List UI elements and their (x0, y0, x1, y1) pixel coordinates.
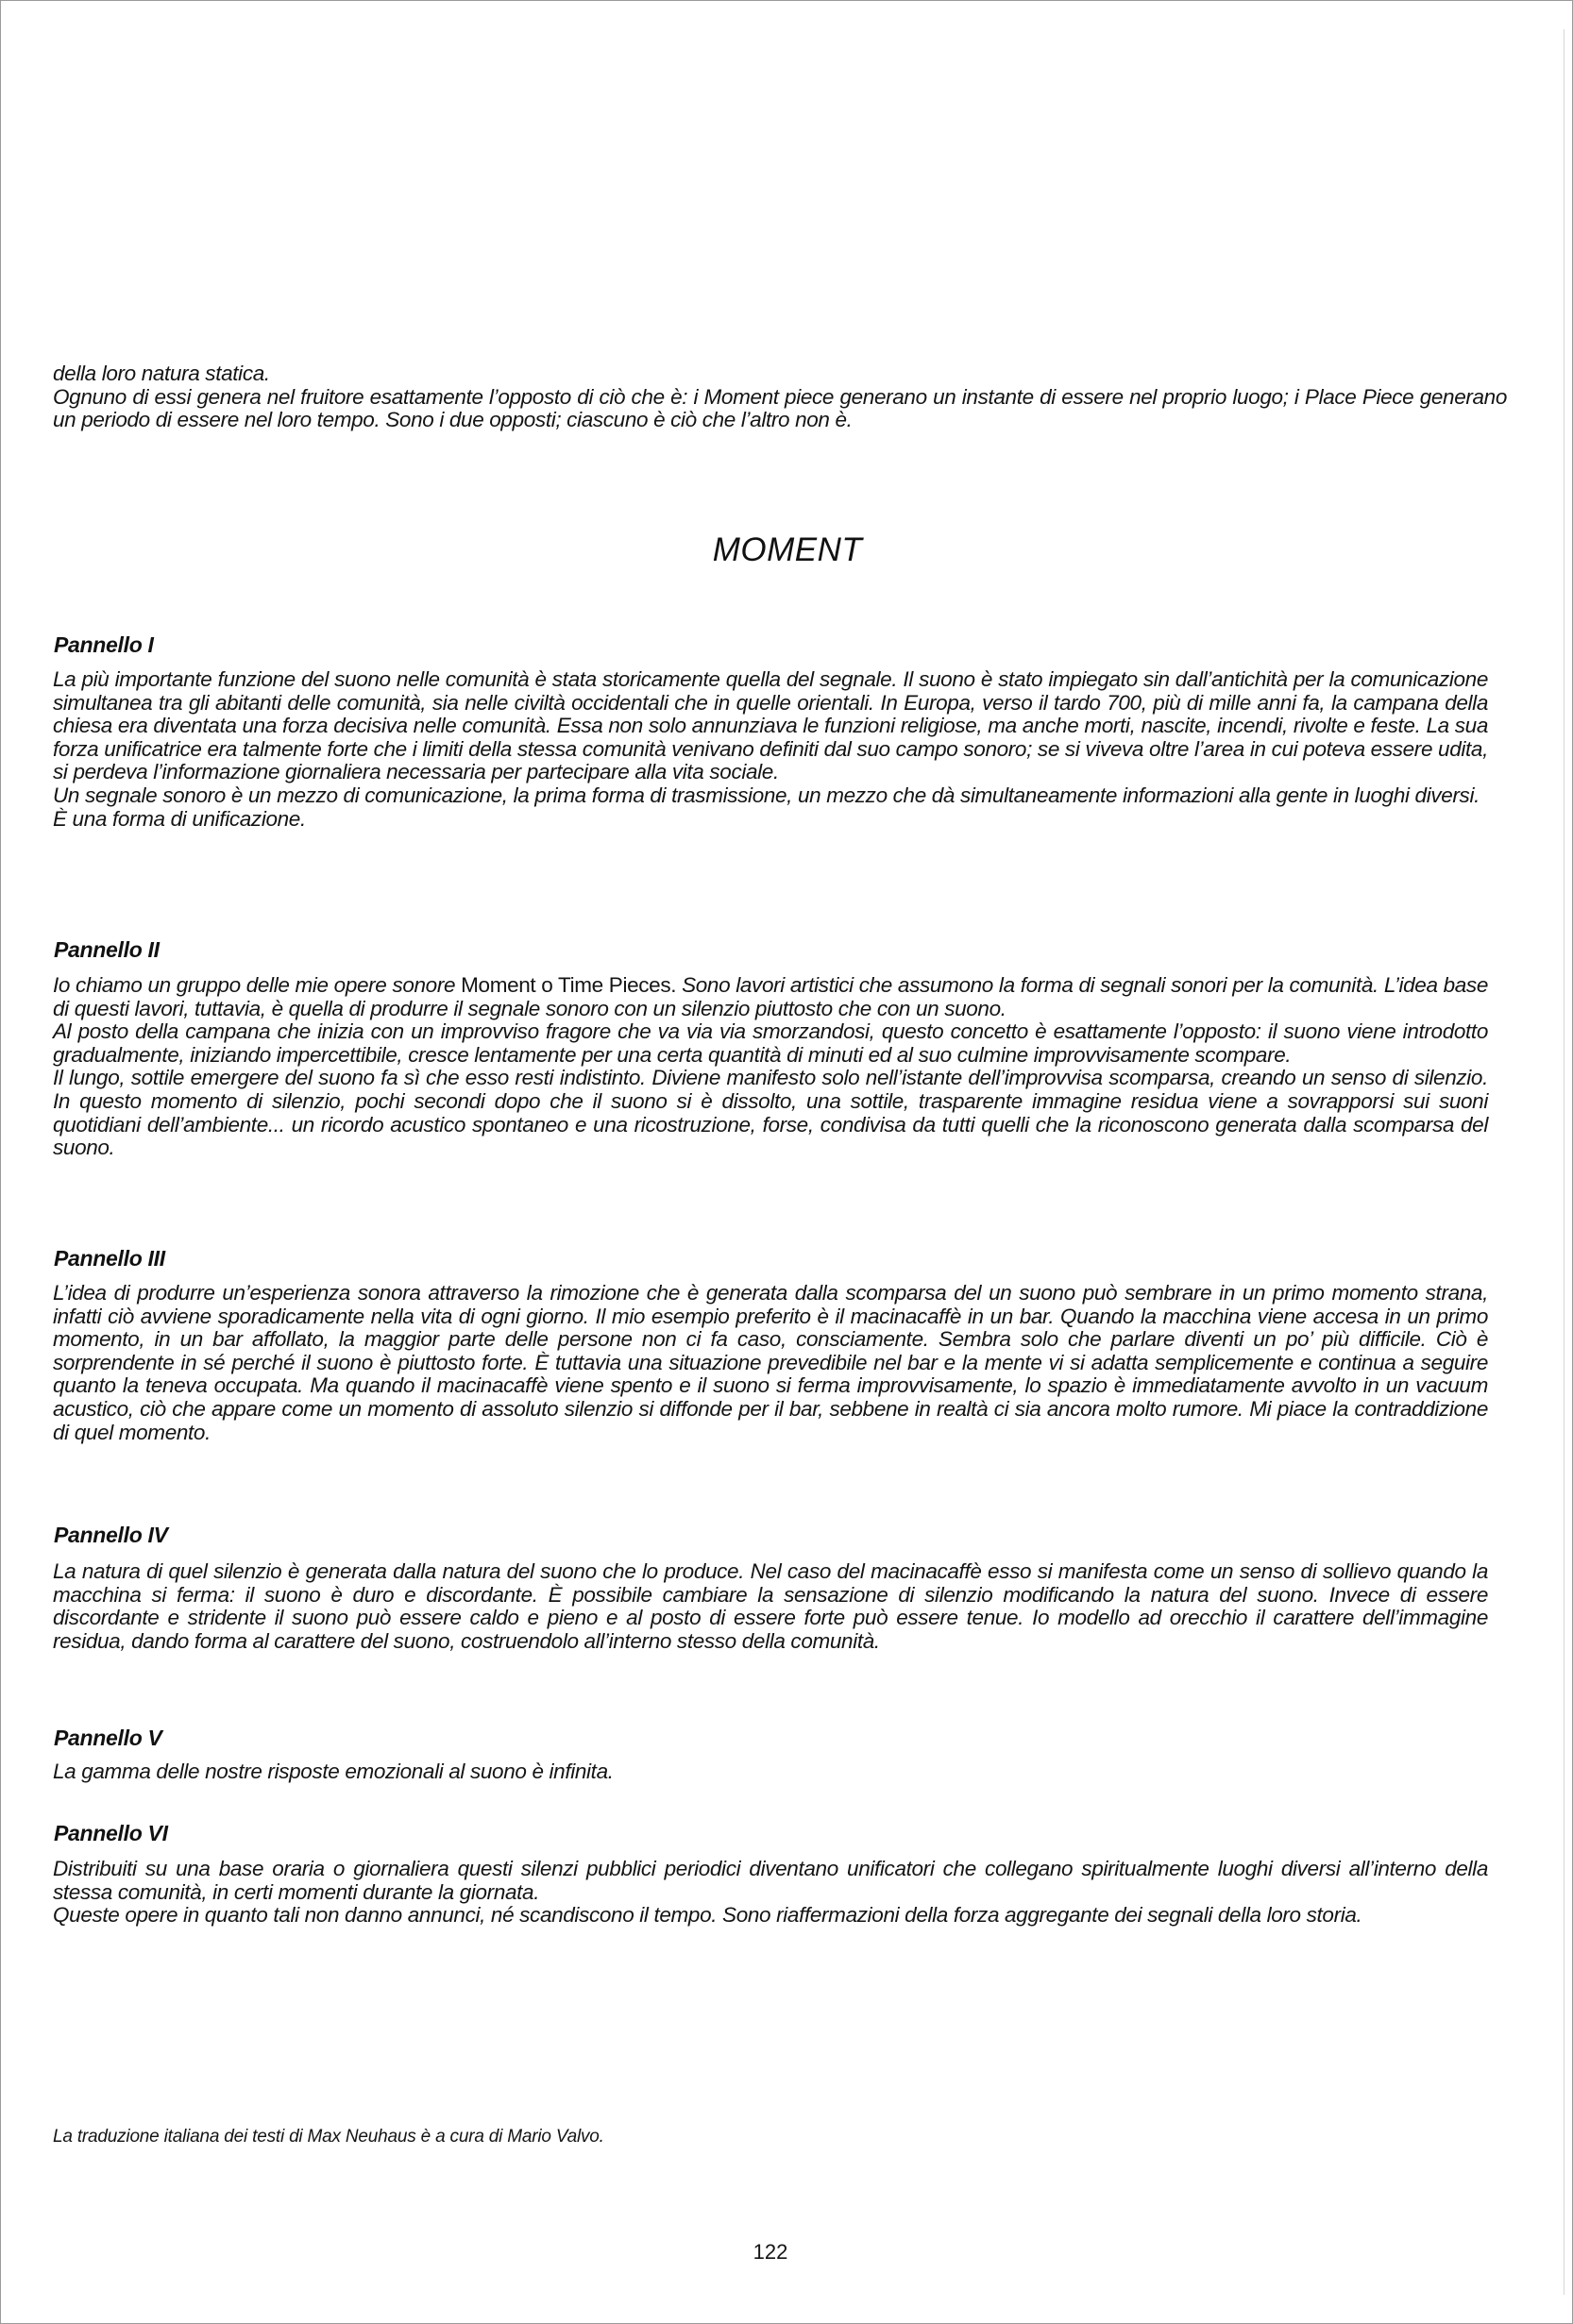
panel-heading: Pannello IV (54, 1523, 168, 1547)
panel-heading: Pannello VI (54, 1821, 168, 1845)
panel-body (53, 1282, 1488, 1444)
work-title: Moment o Time Pieces. (461, 973, 677, 997)
intro-text (53, 362, 1507, 432)
panel-heading: Pannello III (54, 1246, 165, 1271)
panel-heading: Pannello I (54, 632, 154, 657)
paragraph: La gamma delle nostre risposte emozionali al suono è infinita. (53, 1760, 614, 1783)
paragraph: Distribuiti su una base oraria o giornaliera questi silenzi pubblici periodici diventano unificatori che collegano spiritualmente luoghi diversi all’interno della stessa comunità, in certi momenti durante la giornata. (53, 1857, 1488, 1904)
section-title: MOMENT (712, 531, 863, 568)
paragraph: Un segnale sonoro è un mezzo di comunicazione, la prima forma di trasmissione, un mezzo che dà simultaneamente informazioni alla gente in luoghi diversi. (53, 783, 1480, 807)
paragraph-text: Io chiamo un gruppo delle mie opere sonore (53, 973, 462, 997)
paragraph: La più importante funzione del suono nelle comunità è stata storicamente quella del segnale. Il suono è stato impiegato sin dall’antichità per la comunicazione simultanea tra gli abitanti delle comunità, sia nelle civiltà occidentali che in quelle orientali. In Europa, verso il tardo 700, più di mille anni fa, la campana della chiesa era diventata una forza decisiva nelle comunità. Essa non solo annunziava le funzioni religiose, ma anche morti, nascite, incendi, rivolte e feste. La sua forza unificatrice era talmente forte che i limiti della stessa comunità venivano definiti dal suo campo sonoro; se si viveva oltre l’area in cui poteva essere udita, si perdeva l’informazione giornaliera necessaria per partecipare alla vita sociale. (53, 667, 1488, 784)
paragraph (53, 974, 1488, 1020)
paragraph: È una forma di unificazione. (53, 806, 306, 831)
paragraph: Al posto della campana che inizia con un improvviso fragore che va via via smorzandosi, questo concetto è esattamente l’opposto: il suono viene introdotto gradualmente, iniziando impercettibile, cresce lentamente per una certa quantità di minuti ed al suo culmine improvvisamente scompare. (53, 1019, 1488, 1067)
panel-body (53, 668, 1488, 831)
intro-line: della loro natura statica. (53, 362, 270, 385)
paragraph: Il lungo, sottile emergere del suono fa sì che esso resti indistinto. Diviene manifesto solo nell’istante dell’improvvisa scomparsa, creando un senso di silenzio. In questo momento di silenzio, pochi secondi dopo che il suono si è dissolto, una sottile, trasparente immagine residua viene a sovrapporsi sui suoni quotidiani dell’ambiente... un ricordo acustico spontaneo e una ricostruzione, forse, condivisa da tutti quelli che la riconoscono generata dalla scomparsa del suono. (53, 1066, 1488, 1160)
panel-heading: Pannello II (54, 937, 160, 962)
panel-body (53, 974, 1488, 1160)
panel-body (53, 1858, 1488, 1928)
paragraph: Queste opere in quanto tali non danno annunci, né scandiscono il tempo. Sono riaffermazioni della forza aggregante dei segnali della loro storia. (53, 1903, 1362, 1928)
panel-heading: Pannello V (54, 1726, 162, 1750)
paragraph: La natura di quel silenzio è generata dalla natura del suono che lo produce. Nel caso del macinacaffè esso si manifesta come un senso di sollievo quando la macchina si ferma: il suono è duro e discordante. È possibile cambiare la sensazione di silenzio modificando la natura del suono. Invece di essere discordante e stridente il suono può essere caldo e pieno e al posto di essere forte può essere tenue. Io modello ad orecchio il carattere dell’immagine residua, dando forma al carattere del suono, costruendolo all’interno stesso della comunità. (53, 1559, 1488, 1653)
intro-line: Ognuno di essi genera nel fruitore esattamente l’opposto di ciò che è: i Moment piece generano un instante di essere nel proprio luogo; i Place Piece generano un periodo di essere nel loro tempo. Sono i due opposti; ciascuno è ciò che l’altro non è. (53, 384, 1507, 432)
panel-body (53, 1560, 1488, 1653)
paragraph-text: Sono lavori artistici che assumono la forma di segnali sonori per la comunità. L’idea base di questi lavori, tuttavia, è quella di produrre il segnale sonoro con un silenzio piuttosto che con un suono. (53, 973, 1488, 1020)
paragraph: L’idea di produrre un’esperienza sonora attraverso la rimozione che è generata dalla scomparsa del un suono può sembrare in un primo momento strana, infatti ciò avviene sporadicamente nella vita di ogni giorno. Il mio esempio preferito è il macinacaffè in un bar. Quando la macchina viene accesa in un primo momento, in un bar affollato, la maggior parte delle persone non ci fa caso, consciamente. Sembra solo che parlare diventi un po’ più difficile. Ciò è sorprendente in sé perché il suono è piuttosto forte. È tuttavia una situazione prevedibile nel bar e la mente vi si adatta semplicemente e continua a seguire quanto la teneva occupata. Ma quando il macinacaffè viene spento e il suono si ferma improvvisamente, lo spazio è immediatamente avvolto in un vacuum acustico, ciò che appare come un momento di assoluto silenzio si diffonde per il bar, sebbene in realtà ci sia ancora molto rumore. Mi piace la contraddizione di quel momento. (53, 1281, 1488, 1444)
page-edge-shadow (1564, 29, 1565, 2295)
panel-body (53, 1760, 1488, 1784)
page-number: 122 (753, 2240, 788, 2264)
translation-credit: La traduzione italiana dei testi di Max Neuhaus è a cura di Mario Valvo. (53, 2127, 604, 2147)
